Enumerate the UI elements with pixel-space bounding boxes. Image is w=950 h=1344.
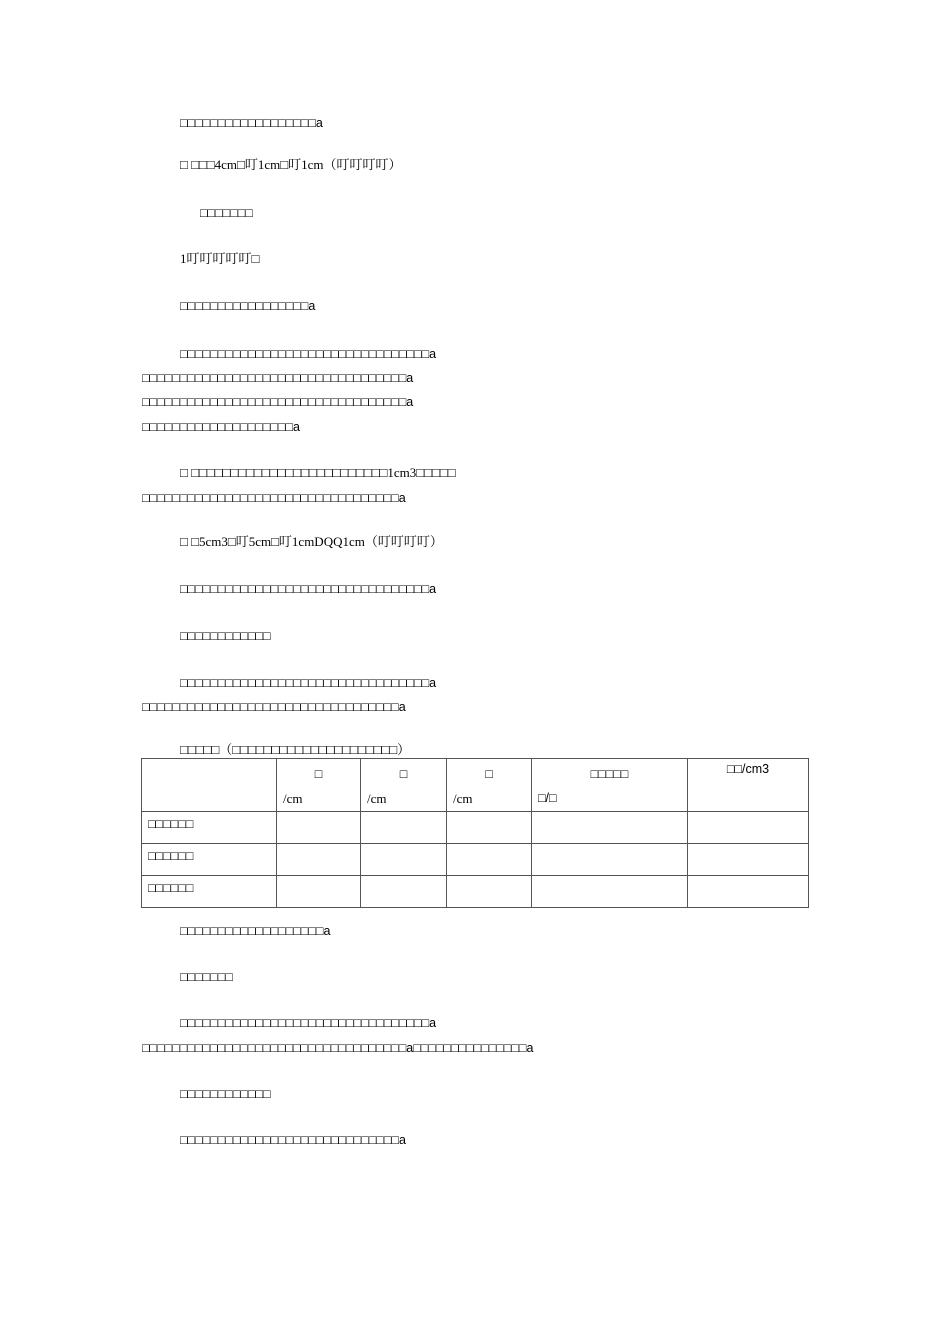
- table-cell: [688, 876, 809, 908]
- paragraph-17: □□□□□□□□□□□□□□□□□□□□□□□□□□□□□a: [180, 1133, 406, 1147]
- paragraph-11-line-2: □□□□□□□□□□□□□□□□□□□□□□□□□□□□□□□□□□a: [142, 700, 406, 714]
- row-label: □□□□□□: [142, 876, 277, 908]
- header-cell-height: □ /cm: [447, 759, 532, 812]
- paragraph-6-line-1: □□□□□□□□□□□□□□□□□□□□□□□□□□□□□□□□□a: [180, 347, 437, 361]
- table-cell: [361, 812, 447, 844]
- section-heading: □□□□□□□: [200, 206, 253, 220]
- row-label: □□□□□□: [142, 812, 277, 844]
- data-table: [141, 758, 809, 908]
- table-cell: [361, 844, 447, 876]
- table-header-row: [142, 759, 809, 812]
- paragraph-2: □ □□□4cm□叮1cm□叮1cm（叮叮叮叮）: [180, 157, 402, 172]
- paragraph-13: □□□□□□□□□□□□□□□□□□□a: [180, 924, 331, 938]
- table-cell: [532, 812, 688, 844]
- table-cell: [277, 812, 361, 844]
- header-cell-width: □ /cm: [361, 759, 447, 812]
- table-cell: [688, 812, 809, 844]
- table-cell: [532, 876, 688, 908]
- table-cell: [277, 844, 361, 876]
- paragraph-7-line-1: □ □□□□□□□□□□□□□□□□□□□□□□□□□1cm3□□□□□: [180, 465, 456, 480]
- header-cell-blank: [142, 759, 277, 812]
- paragraph-10: □□□□□□□□□□□□: [180, 629, 271, 643]
- paragraph-15-line-2: □□□□□□□□□□□□□□□□□□□□□□□□□□□□□□□□□□□a□□□□□□□□□□□□□□□a: [142, 1041, 534, 1055]
- numbered-heading: 1叮叮叮叮叮□: [180, 251, 260, 266]
- table-cell: [447, 876, 532, 908]
- paragraph-6-line-2: □□□□□□□□□□□□□□□□□□□□□□□□□□□□□□□□□□□a: [142, 371, 414, 385]
- row-label: □□□□□□: [142, 844, 277, 876]
- table-cell: [688, 844, 809, 876]
- paragraph-1: □□□□□□□□□□□□□□□□□□a: [180, 116, 323, 130]
- paragraph-5: □□□□□□□□□□□□□□□□□a: [180, 299, 316, 313]
- paragraph-7-line-2: □□□□□□□□□□□□□□□□□□□□□□□□□□□□□□□□□□a: [142, 491, 406, 505]
- table-row: [142, 876, 809, 908]
- table-caption: □□□□□（□□□□□□□□□□□□□□□□□□□□□）: [180, 742, 411, 757]
- paragraph-8: □ □5cm3□叮5cm□叮1cmDQQ1cm（叮叮叮叮）: [180, 534, 443, 549]
- paragraph-6-line-4: □□□□□□□□□□□□□□□□□□□□a: [142, 420, 300, 434]
- paragraph-11-line-1: □□□□□□□□□□□□□□□□□□□□□□□□□□□□□□□□□a: [180, 676, 437, 690]
- table-cell: [361, 876, 447, 908]
- section-heading-2: □□□□□□□: [180, 970, 233, 984]
- header-cell-length: □ /cm: [277, 759, 361, 812]
- paragraph-9: □□□□□□□□□□□□□□□□□□□□□□□□□□□□□□□□□a: [180, 582, 437, 596]
- table-cell: [532, 844, 688, 876]
- paragraph-6-line-3: □□□□□□□□□□□□□□□□□□□□□□□□□□□□□□□□□□□a: [142, 395, 414, 409]
- header-cell-volume: □□/cm3: [688, 759, 809, 812]
- paragraph-16: □□□□□□□□□□□□: [180, 1087, 271, 1101]
- paragraph-15-line-1: □□□□□□□□□□□□□□□□□□□□□□□□□□□□□□□□□a: [180, 1016, 437, 1030]
- header-cell-count: □□□□□ □/□: [532, 759, 688, 812]
- table-cell: [277, 876, 361, 908]
- table-row: [142, 844, 809, 876]
- table-cell: [447, 812, 532, 844]
- table-cell: [447, 844, 532, 876]
- table-row: [142, 812, 809, 844]
